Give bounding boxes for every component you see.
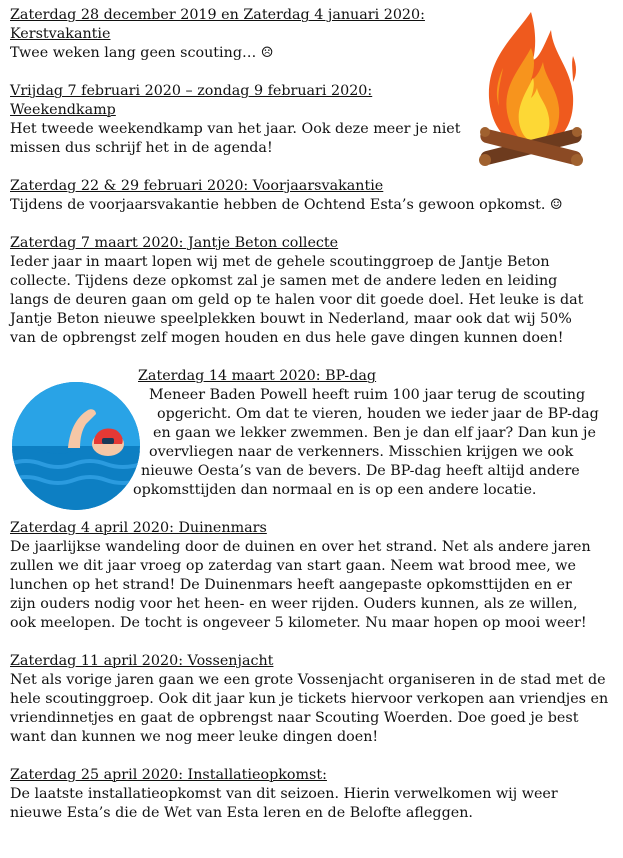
section-heading: Zaterdag 7 maart 2020: Jantje Beton collecte bbox=[10, 235, 339, 251]
section-body: De laatste installatieopkomst van dit seizoen. Hierin verwelkomen wij weer nieuwe Esta’s die de Wet van Esta leren en de Belofte afleggen. bbox=[10, 786, 558, 821]
section-heading: Zaterdag 22 & 29 februari 2020: Voorjaarsvakantie bbox=[10, 178, 384, 194]
section-heading: Zaterdag 28 december 2019 en Zaterdag 4 januari 2020: bbox=[10, 7, 425, 23]
section-heading-sub: Kerstvakantie bbox=[10, 26, 111, 42]
section-body: Ieder jaar in maart lopen wij met de gehele scoutinggroep de Jantje Beton collecte. Tijdens deze opkomst zal je samen met de andere leden en leiding langs de deuren gaan om geld op te halen voor dit goede doel. Het leuke is dat Jantje Beton nieuwe speelplekken bouwt in Nederland, maar ook dat wij 50% van de opbrengst zelf mogen houden en dus hele gave dingen kunnen doen! bbox=[10, 254, 584, 346]
section-heading: Zaterdag 4 april 2020: Duinenmars bbox=[10, 520, 267, 536]
section-body-line: en gaan we lekker zwemmen. Ben je dan elf jaar? Dan kun je bbox=[153, 425, 596, 441]
section-jantje-beton bbox=[10, 234, 620, 348]
section-voorjaarsvakantie bbox=[10, 177, 620, 215]
section-heading-sub: Weekendkamp bbox=[10, 102, 116, 118]
section-heading: Vrijdag 7 februari 2020 – zondag 9 februari 2020: bbox=[10, 83, 373, 99]
section-body-line: Meneer Baden Powell heeft ruim 100 jaar terug de scouting bbox=[149, 387, 586, 403]
section-body-line: opgericht. Om dat te vieren, houden we ieder jaar de BP-dag bbox=[157, 406, 599, 422]
section-body: Tijdens de voorjaarsvakantie hebben de Ochtend Esta’s gewoon opkomst. ☺ bbox=[10, 197, 563, 213]
section-duinenmars bbox=[10, 519, 620, 633]
section-weekendkamp bbox=[10, 82, 620, 158]
section-heading: Zaterdag 25 april 2020: Installatieopkomst: bbox=[10, 767, 327, 783]
section-body: Het tweede weekendkamp van het jaar. Ook deze meer je niet missen dus schrijf het in de agenda! bbox=[10, 121, 461, 156]
section-body-line: opkomsttijden dan normaal en is op een andere locatie. bbox=[133, 482, 537, 498]
section-vossenjacht bbox=[10, 652, 620, 747]
section-body-line: nieuwe Oesta’s van de bevers. De BP-dag heeft altijd andere bbox=[141, 463, 580, 479]
section-body-line: overvliegen naar de verkenners. Misschien krijgen we ook bbox=[149, 444, 574, 460]
section-body: Net als vorige jaren gaan we een grote Vossenjacht organiseren in de stad met de hele scoutinggroep. Ook dit jaar kun je tickets hiervoor verkopen aan vriendjes en vriendinnetjes en gaat de opbrengst naar Scouting Woerden. Doe goed je best want dan kunnen we nog meer leuke dingen doen! bbox=[10, 672, 609, 745]
section-kerstvakantie bbox=[10, 6, 620, 63]
section-body: Twee weken lang geen scouting… ☹ bbox=[10, 45, 274, 61]
section-body: De jaarlijkse wandeling door de duinen en over het strand. Net als andere jaren zullen we dit jaar vroeg op zaterdag van start gaan. Neem wat brood mee, we lunchen op het strand! De Duinenmars heeft aangepaste opkomsttijden en er zijn ouders nodig voor het heen- en weer rijden. Ouders kunnen, als ze willen, ook meelopen. De tocht is ongeveer 5 kilometer. Nu maar hopen op mooi weer! bbox=[10, 539, 591, 631]
section-installatieopkomst bbox=[10, 766, 620, 823]
section-heading: Zaterdag 14 maart 2020: BP-dag bbox=[138, 368, 377, 384]
activity-schedule bbox=[10, 6, 620, 842]
section-heading: Zaterdag 11 april 2020: Vossenjacht bbox=[10, 653, 274, 669]
section-bp-dag bbox=[10, 367, 620, 500]
